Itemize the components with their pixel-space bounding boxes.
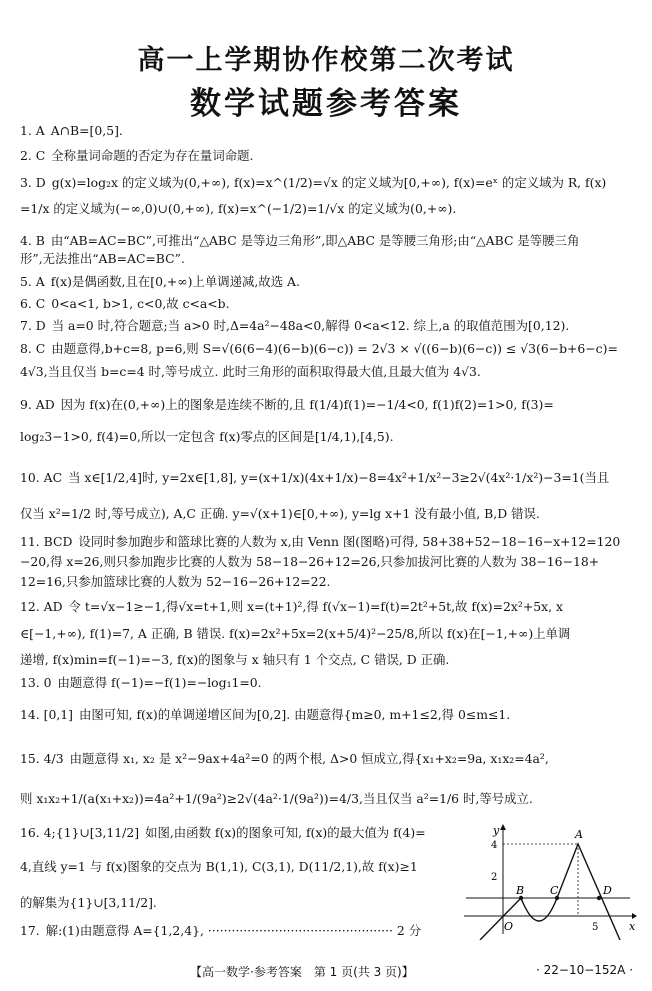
question-number: 4. B xyxy=(20,233,45,248)
answer-text: =1/x 的定义域为(−∞,0)∪(0,+∞), f(x)=x^(−1/2)=1/√x 的定义域为(0,+∞). xyxy=(20,201,457,216)
footer-code: · 22−10−152A · xyxy=(536,963,634,977)
answer-line xyxy=(20,318,577,333)
x-axis-arrow xyxy=(632,913,637,919)
point-d xyxy=(597,896,601,900)
point-c-label: C xyxy=(550,884,559,897)
answer-line xyxy=(20,675,270,690)
answer-text: f(x)是偶函数,且在[0,+∞)上单调递减,故选 A. xyxy=(50,274,300,289)
answer-text: 仅当 x²=1/2 时,等号成立), A,C 正确. y=√(x+1)∈[0,+∞), y=lg x+1 没有最小值, B,D 错误. xyxy=(20,506,540,521)
footer-page-info: 【高一数学·参考答案 第 1 页(共 3 页)】 xyxy=(190,965,414,979)
answer-line xyxy=(20,397,562,412)
answer-text: 由题意得 f(−1)=−f(1)=−log₁1=0. xyxy=(57,675,262,690)
question-number: 1. A xyxy=(20,123,45,138)
answer-text: 当 a=0 时,符合题意;当 a>0 时,Δ=4a²−48a<0,解得 0<a<12. 综上,a 的取值范围为[0,12). xyxy=(51,318,570,333)
answer-line xyxy=(20,895,157,910)
answer-text: 当 x∈[1/2,4]时, y=2x∈[1,8], y=(x+1/x)(4x+1/x)−8=4x²+1/x²−3≥2√(4x²·1/x²)−3=1(当且 xyxy=(68,470,610,485)
point-a-label: A xyxy=(575,828,583,841)
answer-line xyxy=(20,825,434,840)
answer-text: 由题意得,b+c=8, p=6,则 S=√(6(6−4)(6−b)(6−c)) = 2√3 × √((6−b)(6−c)) ≤ √3(6−b+6−c)= xyxy=(51,341,618,356)
y-axis-arrow xyxy=(500,824,506,830)
x-tick-5: 5 xyxy=(592,922,599,933)
question-number: 6. C xyxy=(20,296,46,311)
answer-line xyxy=(20,652,449,667)
answer-line xyxy=(20,554,599,569)
y-tick-4: 4 xyxy=(491,840,498,851)
answer-text: 12=16,只参加篮球比赛的人数为 52−16−26+12=22. xyxy=(20,574,331,589)
question-number: 13. 0 xyxy=(20,675,52,690)
answer-text: 递增, f(x)min=f(−1)=−3, f(x)的图象与 x 轴只有 1 个交点, C 错误, D 正确. xyxy=(20,652,450,667)
answer-text: 0<a<1, b>1, c<0,故 c<a<b. xyxy=(51,296,230,311)
answer-text: −20,得 x=26,则只参加跑步比赛的人数为 58−18−26+12=26,只参加拔河比赛的人数为 38−16−18+ xyxy=(20,554,600,569)
answer-line xyxy=(20,429,394,444)
question-number: 10. AC xyxy=(20,470,63,485)
answer-text: 由“AB=AC=BC”,可推出“△ABC 是等边三角形”,即△ABC 是等腰三角形;由“△ABC 是等腰三角 xyxy=(50,233,580,248)
answer-line xyxy=(20,626,570,641)
question-number: 5. A xyxy=(20,274,45,289)
answer-line xyxy=(20,751,557,766)
answer-line xyxy=(20,859,418,874)
answer-line xyxy=(20,506,540,521)
answer-text: 由题意得 x₁, x₂ 是 x²−9ax+4a²=0 的两个根, Δ>0 恒成立,得{x₁+x₂=9a, x₁x₂=4a², xyxy=(69,751,549,766)
question-number: 3. D xyxy=(20,175,46,190)
document-subtitle: 数学试题参考答案 xyxy=(190,86,462,122)
question-number: 12. AD xyxy=(20,599,63,614)
answer-line xyxy=(20,148,261,163)
answer-line xyxy=(20,274,308,289)
answer-text: 设同时参加跑步和篮球比赛的人数为 x,由 Venn 图(图略)可得, 58+38+52−18−16−x+12=120 xyxy=(78,534,621,549)
answer-text: 因为 f(x)在(0,+∞)上的图象是连续不断的,且 f(1/4)f(1)=−1/4<0, f(1)f(2)=1>0, f(3)= xyxy=(60,397,554,412)
y-tick-2: 2 xyxy=(491,872,498,883)
answer-line xyxy=(20,296,238,311)
question-number: 17. xyxy=(20,923,40,938)
answer-line xyxy=(20,175,614,190)
answer-line xyxy=(20,599,571,614)
point-b-label: B xyxy=(516,884,525,897)
answer-line xyxy=(20,123,131,138)
answer-text: g(x)=log₂x 的定义域为(0,+∞), f(x)=x^(1/2)=√x 的定义域为[0,+∞), f(x)=eˣ 的定义域为 R, f(x) xyxy=(51,175,607,190)
function-graph xyxy=(462,822,637,940)
answer-text: 4,直线 y=1 与 f(x)图象的交点为 B(1,1), C(3,1), D(11/2,1),故 f(x)≥1 xyxy=(20,859,418,874)
answer-line xyxy=(20,341,626,356)
answer-line xyxy=(20,470,617,485)
answer-text: 4√3,当且仅当 b=c=4 时,等号成立. 此时三角形的面积取得最大值,且最大值为 4√3. xyxy=(20,364,481,379)
answer-line xyxy=(20,534,628,549)
point-d-label: D xyxy=(603,884,612,897)
question-number: 16. 4;{1}∪[3,11/2] xyxy=(20,825,140,840)
y-axis-label: y xyxy=(493,824,500,837)
answer-text: log₂3−1>0, f(4)=0,所以一定包含 f(x)零点的区间是[1/4,1),[4,5). xyxy=(20,429,394,444)
answer-line xyxy=(20,923,429,938)
answer-text: A∩B=[0,5]. xyxy=(50,123,123,138)
answer-line xyxy=(20,574,330,589)
question-number: 7. D xyxy=(20,318,46,333)
answer-text: 令 t=√x−1≥−1,得√x=t+1,则 x=(t+1)²,得 f(√x−1)=f(t)=2t²+5t,故 f(x)=2x²+5x, x xyxy=(68,599,563,614)
origin-label: O xyxy=(504,920,514,933)
answer-text: 如图,由函数 f(x)的图象可知, f(x)的最大值为 f(4)= xyxy=(145,825,426,840)
document-title: 高一上学期协作校第二次考试 xyxy=(137,45,515,76)
answer-line xyxy=(20,233,587,248)
answer-text: 则 x₁x₂+1/(a(x₁+x₂))=4a²+1/(9a²)≥2√(4a²·1/(9a²))=4/3,当且仅当 a²=1/6 时,等号成立. xyxy=(20,791,533,806)
answer-text: 形”,无法推出“AB=AC=BC”. xyxy=(20,251,185,266)
answer-line xyxy=(20,201,456,216)
answer-line xyxy=(20,791,533,806)
answer-text: ∈[−1,+∞), f(1)=7, A 正确, B 错误. f(x)=2x²+5x=2(x+5/4)²−25/8,所以 f(x)在[−1,+∞)上单调 xyxy=(20,626,571,641)
answer-text: 全称量词命题的否定为存在量词命题. xyxy=(51,148,254,163)
question-number: 8. C xyxy=(20,341,46,356)
question-number: 2. C xyxy=(20,148,46,163)
question-number: 9. AD xyxy=(20,397,55,412)
answer-line xyxy=(20,364,481,379)
answer-line xyxy=(20,707,518,722)
answer-text: 由图可知, f(x)的单调递增区间为[0,2]. 由题意得{m≥0, m+1≤2,得 0≤m≤1. xyxy=(79,707,511,722)
x-axis-label: x xyxy=(629,920,636,933)
answer-text: 的解集为{1}∪[3,11/2]. xyxy=(20,895,157,910)
answer-text: 解:(1)由题意得 A={1,2,4}, ··············································· 2 分 xyxy=(45,923,422,938)
answer-line xyxy=(20,251,185,266)
question-number: 11. BCD xyxy=(20,534,73,549)
question-number: 14. [0,1] xyxy=(20,707,74,722)
question-number: 15. 4/3 xyxy=(20,751,64,766)
